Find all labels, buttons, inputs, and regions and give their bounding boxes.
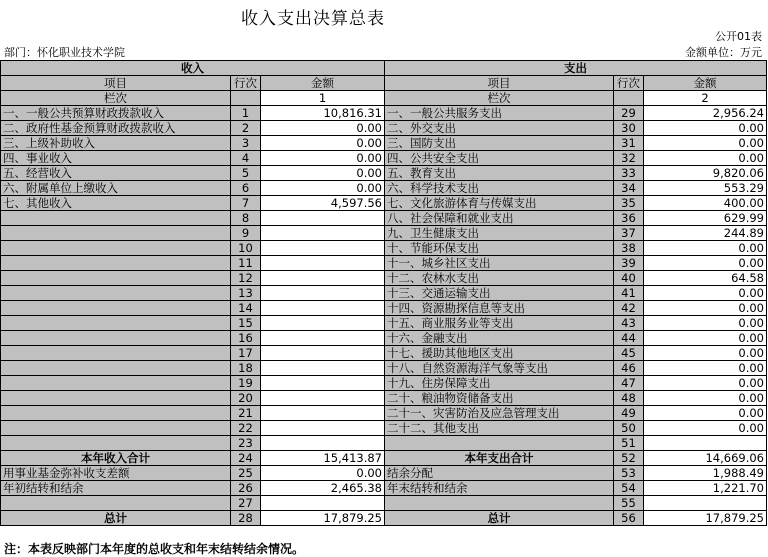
- table-row: [1, 226, 767, 241]
- budget-table: [0, 60, 767, 526]
- expense-row-number: 33: [614, 166, 644, 181]
- expense-row-number: 55: [614, 496, 644, 511]
- income-amount-cell: [261, 241, 385, 256]
- income-row-number: 3: [231, 136, 261, 151]
- income-row-number: 26: [231, 481, 261, 496]
- expense-amount-cell: 0.00: [644, 301, 767, 316]
- table-row: [1, 481, 767, 496]
- expense-row-number: 49: [614, 406, 644, 421]
- expense-row-number: 36: [614, 211, 644, 226]
- income-amount-cell: [261, 226, 385, 241]
- expense-amount-cell: [644, 496, 767, 511]
- expense-amount-cell: 0.00: [644, 151, 767, 166]
- expense-item-cell: 结余分配: [385, 466, 614, 481]
- income-row-number: 15: [231, 316, 261, 331]
- income-row-number: 12: [231, 271, 261, 286]
- expense-row-header: 行次: [614, 76, 644, 91]
- income-amount-cell: [261, 211, 385, 226]
- expense-item-cell: 七、文化旅游体育与传媒支出: [385, 196, 614, 211]
- income-amount-cell: [261, 496, 385, 511]
- income-item-cell: [1, 346, 231, 361]
- expense-column-label: 栏次: [385, 91, 614, 106]
- expense-item-cell: 十七、援助其他地区支出: [385, 346, 614, 361]
- expense-item-cell: 三、国防支出: [385, 136, 614, 151]
- expense-row-number: 53: [614, 466, 644, 481]
- income-amount-cell: 15,413.87: [261, 451, 385, 466]
- expense-amount-cell: 0.00: [644, 286, 767, 301]
- table-row: [1, 406, 767, 421]
- expense-item-cell: 一、一般公共服务支出: [385, 106, 614, 121]
- expense-amount-cell: 2,956.24: [644, 106, 767, 121]
- expense-row-number: 48: [614, 391, 644, 406]
- income-item-cell: 五、经营收入: [1, 166, 231, 181]
- income-amount-cell: [261, 316, 385, 331]
- income-row-number: 25: [231, 466, 261, 481]
- table-row: [1, 271, 767, 286]
- expense-amount-cell: 0.00: [644, 346, 767, 361]
- expense-row-number: 30: [614, 121, 644, 136]
- column-index-row: [1, 91, 767, 106]
- expense-row-number: 41: [614, 286, 644, 301]
- expense-row-number: 44: [614, 331, 644, 346]
- income-amount-cell: [261, 376, 385, 391]
- income-item-cell: [1, 376, 231, 391]
- expense-row-number: 52: [614, 451, 644, 466]
- expense-row-number: 35: [614, 196, 644, 211]
- income-row-number: 7: [231, 196, 261, 211]
- income-row-number: 4: [231, 151, 261, 166]
- expense-item-cell: 十四、资源勘探信息等支出: [385, 301, 614, 316]
- income-column-label: 栏次: [1, 91, 231, 106]
- table-row: [1, 316, 767, 331]
- table-row: [1, 346, 767, 361]
- income-item-cell: [1, 226, 231, 241]
- table-row: [1, 511, 767, 526]
- table-row: [1, 451, 767, 466]
- expense-row-number: 29: [614, 106, 644, 121]
- expense-amount-cell: 0.00: [644, 136, 767, 151]
- table-row: [1, 256, 767, 271]
- expense-item-cell: 五、教育支出: [385, 166, 614, 181]
- expense-item-cell: 四、公共安全支出: [385, 151, 614, 166]
- income-item-cell: 七、其他收入: [1, 196, 231, 211]
- income-item-cell: [1, 241, 231, 256]
- income-amount-cell: 4,597.56: [261, 196, 385, 211]
- income-row-number: 27: [231, 496, 261, 511]
- table-row: [1, 331, 767, 346]
- income-item-cell: 年初结转和结余: [1, 481, 231, 496]
- income-item-cell: 六、附属单位上缴收入: [1, 181, 231, 196]
- income-row-number: 21: [231, 406, 261, 421]
- income-amount-cell: [261, 436, 385, 451]
- income-amount-cell: [261, 256, 385, 271]
- expense-amount-cell: 553.29: [644, 181, 767, 196]
- expense-item-header: 项目: [385, 76, 614, 91]
- income-row-number: 11: [231, 256, 261, 271]
- table-row: [1, 166, 767, 181]
- income-item-cell: [1, 331, 231, 346]
- table-row: [1, 361, 767, 376]
- income-amount-cell: 0.00: [261, 151, 385, 166]
- income-amount-cell: [261, 421, 385, 436]
- expense-item-cell: 六、科学技术支出: [385, 181, 614, 196]
- income-item-cell: [1, 496, 231, 511]
- income-item-cell: [1, 316, 231, 331]
- expense-column-blank: [614, 91, 644, 106]
- income-row-number: 16: [231, 331, 261, 346]
- income-row-number: 13: [231, 286, 261, 301]
- income-item-cell: 三、上级补助收入: [1, 136, 231, 151]
- table-row: [1, 196, 767, 211]
- expense-item-cell: 九、卫生健康支出: [385, 226, 614, 241]
- income-amount-cell: [261, 346, 385, 361]
- income-amount-cell: [261, 271, 385, 286]
- income-item-cell: 总计: [1, 511, 231, 526]
- income-amount-cell: 17,879.25: [261, 511, 385, 526]
- expense-item-cell: 年末结转和结余: [385, 481, 614, 496]
- income-header: 收入: [1, 61, 385, 76]
- income-amount-cell: [261, 331, 385, 346]
- income-amount-cell: [261, 286, 385, 301]
- table-row: [1, 241, 767, 256]
- income-amount-cell: [261, 391, 385, 406]
- expense-row-number: 31: [614, 136, 644, 151]
- expense-amount-cell: 400.00: [644, 196, 767, 211]
- income-row-number: 24: [231, 451, 261, 466]
- expense-amount-cell: 0.00: [644, 376, 767, 391]
- table-row: [1, 466, 767, 481]
- income-row-number: 20: [231, 391, 261, 406]
- expense-row-number: 38: [614, 241, 644, 256]
- income-amount-cell: 0.00: [261, 466, 385, 481]
- table-row: [1, 136, 767, 151]
- income-amount-cell: [261, 361, 385, 376]
- expense-column-number: 2: [644, 91, 767, 106]
- expense-item-cell: 本年支出合计: [385, 451, 614, 466]
- income-item-cell: [1, 406, 231, 421]
- expense-amount-cell: 1,988.49: [644, 466, 767, 481]
- expense-row-number: 43: [614, 316, 644, 331]
- income-item-cell: [1, 256, 231, 271]
- income-row-number: 5: [231, 166, 261, 181]
- expense-amount-cell: 0.00: [644, 421, 767, 436]
- income-item-cell: [1, 436, 231, 451]
- expense-item-cell: 二十一、灾害防治及应急管理支出: [385, 406, 614, 421]
- expense-row-number: 51: [614, 436, 644, 451]
- income-row-number: 22: [231, 421, 261, 436]
- table-row: [1, 181, 767, 196]
- table-row: [1, 106, 767, 121]
- income-item-cell: 本年收入合计: [1, 451, 231, 466]
- expense-item-cell: 二十二、其他支出: [385, 421, 614, 436]
- income-item-cell: 一、一般公共预算财政拨款收入: [1, 106, 231, 121]
- income-amount-cell: 0.00: [261, 181, 385, 196]
- expense-amount-cell: 0.00: [644, 241, 767, 256]
- table-row: [1, 436, 767, 451]
- expense-amount-cell: 64.58: [644, 271, 767, 286]
- expense-amount-cell: 14,669.06: [644, 451, 767, 466]
- expense-item-cell: 十六、金融支出: [385, 331, 614, 346]
- expense-amount-cell: 0.00: [644, 121, 767, 136]
- income-row-number: 17: [231, 346, 261, 361]
- page-title: 收入支出决算总表: [241, 9, 385, 29]
- income-amount-cell: 0.00: [261, 136, 385, 151]
- expense-amount-cell: 0.00: [644, 361, 767, 376]
- income-item-cell: [1, 301, 231, 316]
- expense-amount-cell: 0.00: [644, 256, 767, 271]
- income-amount-cell: 0.00: [261, 166, 385, 181]
- income-row-number: 23: [231, 436, 261, 451]
- expense-item-cell: 十五、商业服务业等支出: [385, 316, 614, 331]
- income-row-number: 10: [231, 241, 261, 256]
- income-item-cell: [1, 286, 231, 301]
- income-amount-cell: 0.00: [261, 121, 385, 136]
- income-row-number: 14: [231, 301, 261, 316]
- section-header-row: [1, 61, 767, 76]
- income-row-number: 19: [231, 376, 261, 391]
- expense-amount-cell: 244.89: [644, 226, 767, 241]
- expense-amount-cell: [644, 436, 767, 451]
- expense-item-cell: [385, 436, 614, 451]
- income-item-cell: 用事业基金弥补收支差额: [1, 466, 231, 481]
- expense-item-cell: 二、外交支出: [385, 121, 614, 136]
- table-row: [1, 421, 767, 436]
- income-column-blank: [231, 91, 261, 106]
- expense-item-cell: 总计: [385, 511, 614, 526]
- expense-row-number: 56: [614, 511, 644, 526]
- expense-amount-cell: 9,820.06: [644, 166, 767, 181]
- table-row: [1, 376, 767, 391]
- expense-row-number: 34: [614, 181, 644, 196]
- expense-row-number: 45: [614, 346, 644, 361]
- income-item-header: 项目: [1, 76, 231, 91]
- expense-item-cell: 十、节能环保支出: [385, 241, 614, 256]
- expense-item-cell: 十二、农林水支出: [385, 271, 614, 286]
- expense-amount-cell: 629.99: [644, 211, 767, 226]
- expense-amount-cell: 0.00: [644, 391, 767, 406]
- income-amount-cell: 2,465.38: [261, 481, 385, 496]
- expense-row-number: 37: [614, 226, 644, 241]
- income-item-cell: [1, 271, 231, 286]
- income-item-cell: 二、政府性基金预算财政拨款收入: [1, 121, 231, 136]
- expense-row-number: 42: [614, 301, 644, 316]
- expense-amount-cell: 0.00: [644, 316, 767, 331]
- income-amount-cell: [261, 406, 385, 421]
- expense-amount-cell: 17,879.25: [644, 511, 767, 526]
- table-row: [1, 301, 767, 316]
- department-label: 部门：怀化职业技术学院: [4, 46, 125, 59]
- column-header-row: [1, 76, 767, 91]
- income-amount-cell: 10,816.31: [261, 106, 385, 121]
- expense-item-cell: 十一、城乡社区支出: [385, 256, 614, 271]
- expense-row-number: 32: [614, 151, 644, 166]
- income-item-cell: 四、事业收入: [1, 151, 231, 166]
- table-row: [1, 121, 767, 136]
- form-number: 公开01表: [715, 30, 762, 43]
- income-row-number: 1: [231, 106, 261, 121]
- expense-item-cell: 十九、住房保障支出: [385, 376, 614, 391]
- expense-item-cell: 八、社会保障和就业支出: [385, 211, 614, 226]
- expense-amount-cell: 0.00: [644, 331, 767, 346]
- expense-amount-cell: 0.00: [644, 406, 767, 421]
- income-row-number: 9: [231, 226, 261, 241]
- expense-item-cell: [385, 496, 614, 511]
- table-row: [1, 211, 767, 226]
- income-row-number: 18: [231, 361, 261, 376]
- expense-amount-header: 金额: [644, 76, 767, 91]
- expense-item-cell: 二十、粮油物资储备支出: [385, 391, 614, 406]
- expense-row-number: 50: [614, 421, 644, 436]
- unit-label: 金额单位：万元: [685, 46, 762, 59]
- income-item-cell: [1, 211, 231, 226]
- expense-item-cell: 十八、自然资源海洋气象等支出: [385, 361, 614, 376]
- expense-header: 支出: [385, 61, 767, 76]
- income-row-number: 8: [231, 211, 261, 226]
- table-row: [1, 496, 767, 511]
- income-column-number: 1: [261, 91, 385, 106]
- expense-row-number: 40: [614, 271, 644, 286]
- expense-item-cell: 十三、交通运输支出: [385, 286, 614, 301]
- table-row: [1, 151, 767, 166]
- income-row-number: 28: [231, 511, 261, 526]
- expense-row-number: 47: [614, 376, 644, 391]
- income-amount-header: 金额: [261, 76, 385, 91]
- income-item-cell: [1, 391, 231, 406]
- expense-row-number: 46: [614, 361, 644, 376]
- footnote: 注：本表反映部门本年度的总收支和年末结转结余情况。: [4, 542, 305, 556]
- income-row-header: 行次: [231, 76, 261, 91]
- income-row-number: 6: [231, 181, 261, 196]
- table-row: [1, 391, 767, 406]
- income-item-cell: [1, 361, 231, 376]
- expense-amount-cell: 1,221.70: [644, 481, 767, 496]
- income-row-number: 2: [231, 121, 261, 136]
- table-row: [1, 286, 767, 301]
- income-item-cell: [1, 421, 231, 436]
- income-amount-cell: [261, 301, 385, 316]
- expense-row-number: 39: [614, 256, 644, 271]
- expense-row-number: 54: [614, 481, 644, 496]
